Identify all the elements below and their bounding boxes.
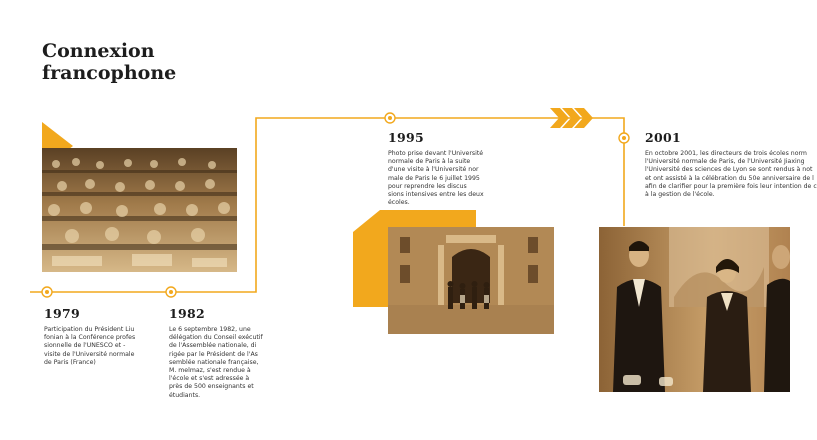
conference-hall-photo <box>42 148 237 272</box>
title-line-1: Connexion <box>42 40 155 62</box>
timeline-node-2001 <box>619 133 629 143</box>
event-year-1995: 1995 <box>388 130 424 145</box>
title-line-2: francophone <box>42 62 177 84</box>
event-description-1979: Participation du Président Liu fonian à la Conférence profes sionnelle de l'UNESCO et - visite de l'Université normale de Paris (France) <box>44 326 136 366</box>
university-entrance-photo <box>388 227 554 334</box>
event-description-2001: En octobre 2001, les directeurs de trois écoles norm l'Université normale de Paris, de l'Université Jiaxing l'Université des sciences de Lyon se sont rendus à not et ont assisté à la célébration du 50e anniversaire de l afin de clarifier pour la première fois leur intention de c à la gestion de l'école. <box>645 150 817 199</box>
delegation-portrait-photo <box>599 227 790 392</box>
timeline-node-1995 <box>385 113 395 123</box>
timeline-node-1979 <box>42 287 52 297</box>
event-description-1982: Le 6 septembre 1982, une délégation du Conseil exécutif de l'Assemblée nationale, di rigée par le Président de l'As semblée nationale française, M. melmaz, s'est rendue à l'école et s'est adressée à près de 500 enseignants et étudiants. <box>169 326 263 399</box>
event-year-1979: 1979 <box>44 306 80 321</box>
timeline-node-1982 <box>166 287 176 297</box>
event-description-1995: Photo prise devant l'Université normale de Paris à la suite d'une visite à l'Université nor male de Paris le 6 juillet 1995 pour reprendre les discus sions intensives entre les deux écoles. <box>388 150 484 207</box>
event-year-1982: 1982 <box>169 306 205 321</box>
event-year-2001: 2001 <box>645 130 681 145</box>
